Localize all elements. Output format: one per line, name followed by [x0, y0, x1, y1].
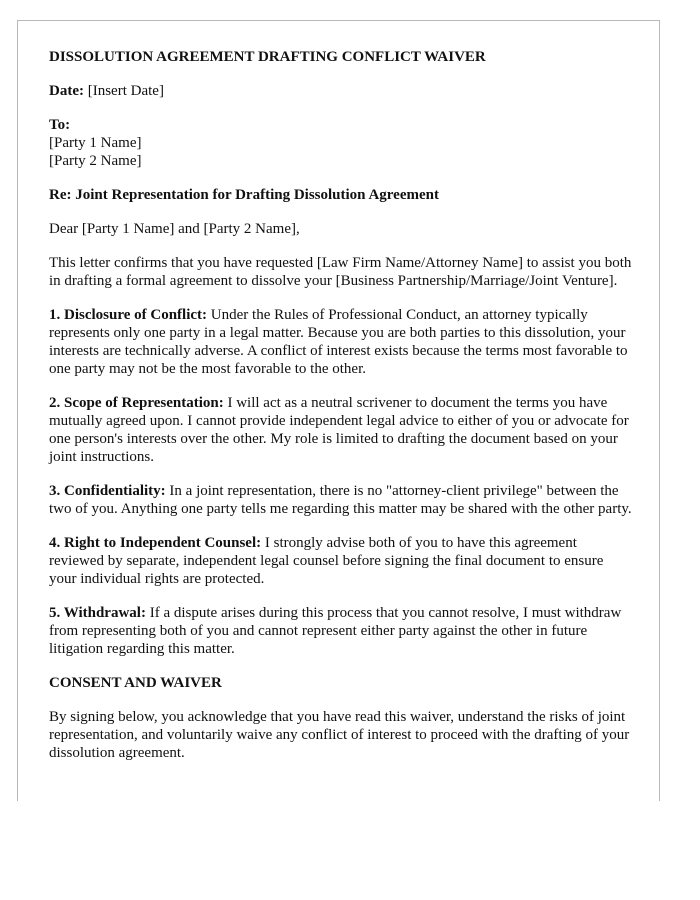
section-text: If a dispute arises during this process that you cannot resolve, I must withdraw from representing both of you and cannot represent either party against the other in future litigation regarding this matter. [49, 605, 622, 657]
document-title: DISSOLUTION AGREEMENT DRAFTING CONFLICT WAIVER [49, 49, 486, 65]
section-text: Under the Rules of Professional Conduct, an attorney typically represents only one party in a legal matter. Because you are both parties to this dissolution, your interests are technically adverse. A conflict of interest exists because the terms most favorable to one party may not be the most favorable to the other. [49, 307, 628, 377]
recipient-party-2: [Party 2 Name] [49, 153, 142, 169]
date-value: [Insert Date] [83, 83, 164, 99]
section-text: I strongly advise both of you to have this agreement reviewed by separate, independent legal counsel before signing the final document to ensure your individual rights are protected. [49, 535, 604, 587]
section-heading: 4. Right to Independent Counsel: [49, 535, 262, 551]
recipient-block [49, 116, 633, 170]
consent-heading: CONSENT AND WAIVER [49, 675, 222, 691]
section-text: In a joint representation, there is no "attorney-client privilege" between the two of you. Anything one party tells me regarding this matter may be shared with the other party. [49, 483, 632, 517]
re-line: Re: Joint Representation for Drafting Dissolution Agreement [49, 187, 439, 203]
date-label: Date: [49, 83, 84, 99]
section-scope [49, 394, 633, 466]
date-line [49, 82, 633, 100]
section-text: I will act as a neutral scrivener to document the terms you have mutually agreed upon. I cannot provide independent legal advice to either of you or advocate for one person's interests over the other. My role is limited to drafting the document based on your joint instructions. [49, 395, 629, 465]
section-withdrawal [49, 604, 633, 658]
to-label: To: [49, 117, 71, 133]
section-heading: 2. Scope of Representation: [49, 395, 224, 411]
section-heading: 3. Confidentiality: [49, 483, 166, 499]
recipient-party-1: [Party 1 Name] [49, 135, 142, 151]
section-independent-counsel [49, 534, 633, 588]
intro-paragraph: This letter confirms that you have requested [Law Firm Name/Attorney Name] to assist you both in drafting a formal agreement to dissolve your [Business Partnership/Marriage/Joint Venture]. [49, 255, 632, 289]
section-disclosure [49, 306, 633, 378]
section-heading: 5. Withdrawal: [49, 605, 146, 621]
salutation: Dear [Party 1 Name] and [Party 2 Name], [49, 221, 300, 237]
section-confidentiality [49, 482, 633, 518]
consent-paragraph: By signing below, you acknowledge that you have read this waiver, understand the risks of joint representation, and voluntarily waive any conflict of interest to proceed with the drafting of your dissolution agreement. [49, 709, 630, 761]
section-heading: 1. Disclosure of Conflict: [49, 307, 208, 323]
letter-page [17, 20, 660, 801]
